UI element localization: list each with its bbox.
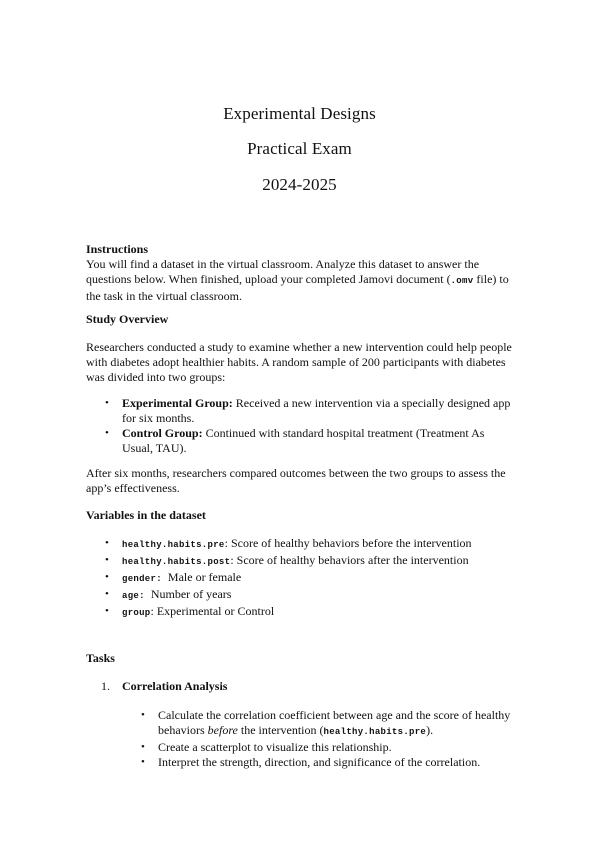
variable-name: healthy.habits.pre xyxy=(323,727,427,737)
instructions-text xyxy=(86,257,518,304)
variable-name: age: xyxy=(122,591,145,601)
task-number: 1. xyxy=(101,679,110,693)
variable-name: healthy.habits.pre xyxy=(122,540,225,550)
list-item xyxy=(122,740,522,755)
overview-intro xyxy=(86,340,518,385)
variables-list xyxy=(86,536,518,621)
document-subtitle: Practical Exam xyxy=(247,139,352,158)
bullet-icon: • xyxy=(105,397,109,409)
bullet-icon: • xyxy=(105,554,109,566)
overview-outro-text: After six months, researchers compared outcomes between the two groups to assess the app’s effectiveness. xyxy=(86,466,506,495)
group-label: Experimental Group: xyxy=(122,396,233,410)
list-item xyxy=(86,604,518,621)
list-item xyxy=(86,587,518,604)
variable-name: healthy.habits.post xyxy=(122,557,231,567)
task-bullet-emphasis: before xyxy=(207,723,238,737)
task-title: Correlation Analysis xyxy=(122,679,228,693)
bullet-icon: • xyxy=(105,588,109,600)
overview-section xyxy=(86,312,518,327)
tasks-section xyxy=(86,651,518,666)
variable-name: group xyxy=(122,608,151,618)
variable-desc: Number of years xyxy=(144,587,232,601)
bullet-icon: • xyxy=(141,709,145,721)
overview-heading: Study Overview xyxy=(86,312,169,326)
list-item xyxy=(86,396,518,426)
bullet-icon: • xyxy=(105,427,109,439)
task-bullet-text: ). xyxy=(426,723,434,737)
list-item xyxy=(86,426,518,456)
bullet-icon: • xyxy=(105,605,109,617)
instructions-heading: Instructions xyxy=(86,242,149,256)
instructions-section xyxy=(86,242,518,304)
group-list xyxy=(86,396,518,456)
bullet-icon: • xyxy=(141,756,145,768)
bullet-icon: • xyxy=(141,741,145,753)
list-item xyxy=(86,570,518,587)
variable-desc: : Score of healthy behaviors before the intervention xyxy=(224,536,472,550)
group-desc: Received a new intervention via a specially designed app for six months. xyxy=(122,396,511,425)
group-desc: Continued with standard hospital treatment (Treatment As Usual, TAU). xyxy=(122,426,485,455)
list-item xyxy=(122,755,522,770)
task-bullet-text: Interpret the strength, direction, and significance of the correlation. xyxy=(158,755,481,769)
bullet-icon: • xyxy=(105,537,109,549)
list-item xyxy=(122,708,522,740)
document-title: Experimental Designs xyxy=(223,104,376,123)
instructions-text-after: file) to the task in the virtual classroom. xyxy=(86,272,509,303)
instructions-text-before: You will find a dataset in the virtual classroom. Analyze this dataset to answer the questions below. When finished, upload your completed Jamovi document ( xyxy=(86,257,480,286)
document-year: 2024-2025 xyxy=(262,175,337,194)
file-extension: .omv xyxy=(450,276,474,286)
overview-intro-text: Researchers conducted a study to examine whether a new intervention could help people with diabetes adopt healthier habits. A random sample of 200 participants with diabetes was divided into two groups: xyxy=(86,340,512,384)
variable-desc: : Experimental or Control xyxy=(150,604,275,618)
variable-desc: Male or female xyxy=(161,570,242,584)
list-item xyxy=(86,536,518,553)
bullet-icon: • xyxy=(105,571,109,583)
variable-name: gender: xyxy=(122,574,162,584)
variables-heading: Variables in the dataset xyxy=(86,508,206,522)
group-label: Control Group: xyxy=(122,426,203,440)
variable-desc: : Score of healthy behaviors after the intervention xyxy=(230,553,469,567)
overview-outro xyxy=(86,466,518,496)
list-item xyxy=(86,553,518,570)
task-bullet-text: Create a scatterplot to visualize this relationship. xyxy=(158,740,392,754)
variables-section xyxy=(86,508,518,523)
tasks-heading: Tasks xyxy=(86,651,115,665)
task-bullet-text: the intervention ( xyxy=(237,723,324,737)
task-bullet-text: Calculate the correlation coefficient between age and the score of healthy behaviors xyxy=(158,708,511,737)
task-bullets xyxy=(122,708,522,770)
